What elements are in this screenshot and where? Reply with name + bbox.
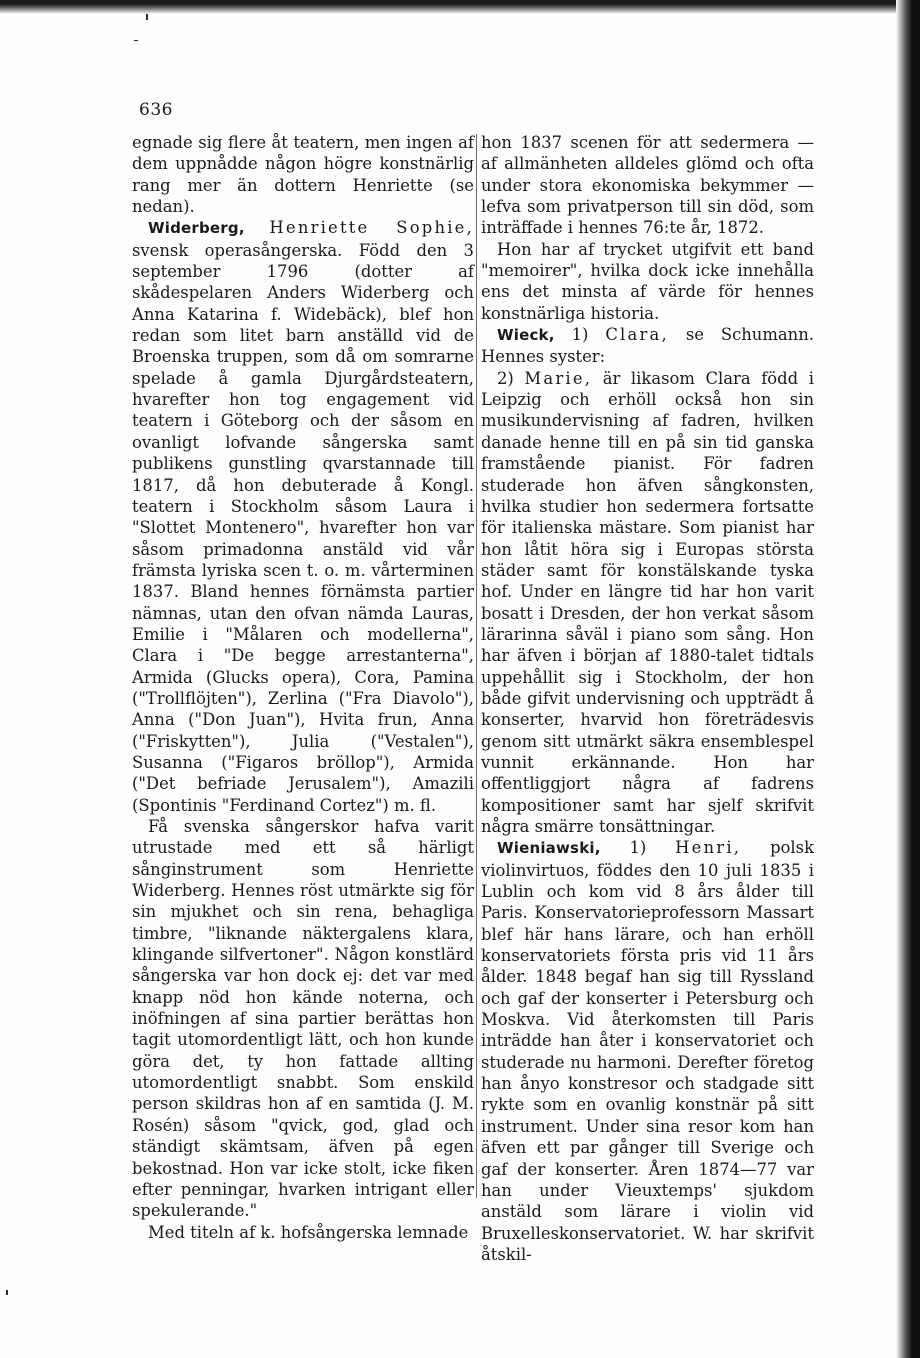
entry-wieck-marie: 2) Marie, är likasom Clara född i Leipzig och erhöll också hon sin musikundervisning af fadren, hvilken danade henne till en på sin tid ganska framstående pianist. För fadren studerade hon äfven sångkonsten, hvilka studier hon sedermera fortsatte för italienska mästare. Som pianist har hon låtit höra sig i Europas största städer samt för konstälskande tyska hof. Under en längre tid har hon varit bosatt i Dresden, der hon verkat såsom lärarinna såväl i piano som sång. Hon har äfven i början af 1880-talet tidtals uppehållit sig i Stockholm, der hon både gifvit undervisning och uppträdt å konserter, hvarvid hon företrädesvis genom sitt utmärkt säkra ensemblespel vunnit erkännande. Hon har offentliggjort några af fadrens kompositioner samt har sjelf skrifvit några smärre tonsättningar.: [481, 368, 814, 836]
paragraph: Med titeln af k. hofsångerska lemnade: [148, 1222, 469, 1242]
scan-speck: [146, 14, 148, 20]
scan-speck: [134, 40, 138, 41]
scan-speck: [6, 1290, 8, 1295]
entry-headword: Wieniawski,: [497, 839, 601, 858]
scan-edge-right: [896, 0, 920, 1358]
entry-wieniawski: Wieniawski, 1) Henri, polsk violinvirtuos, föddes den 10 juli 1835 i Lublin och kom vid 8 års ålder till Paris. Konservatorieprofessorn Massart blef här hans lärare, och han erhöll konservatoriets första pris vid 11 års ålder. 1848 begaf han sig till Ryssland och gaf der konserter i Petersburg och Moskva. Vid återkomsten till Paris inträdde han åter i konservatoriet och studerade nu harmoni. Derefter företog han ånyo konstresor och stadgade sitt rykte som en ovanlig konstnär på sitt instrument. Under sina resor kom han äfven ett par gånger till Sverige och gaf der konserter. Åren 1874—77 var han under Vieuxtemps' sjukdom anstäld som lärare i violin vid Bruxelleskonservatoriet. W. har skrifvit åtskil-: [481, 838, 815, 1264]
paragraph: Få svenska sångerskor hafva varit utrustade med ett så härligt sånginstrument som Henriette Widerberg. Hennes röst utmärkte sig för sin mjukhet och sin rena, behagliga timbre, "liknande näktergalens klara, klingande silfvertoner". Någon konstlärd sångerska var hon dock ej: det var med knapp nöd hon kände noterna, och inöfningen af sina partier berättas hon tagit utomordentligt lätt, och hon kunde göra det, ty hon fattade allting utomordentligt snabbt. Som enskild person skildras hon af en samtida (J. M. Rosén) såsom "qvick, god, glad och ständigt skämtsam, äfven på egen bekostnad. Hon var icke stolt, icke fiken efter penningar, hvarken intrigant eller spekulerande.": [132, 817, 474, 1221]
entry-wieck: Wieck, 1) Clara, se Schumann. Hennes syster:: [481, 325, 814, 367]
entry-headword: Wieck,: [497, 326, 555, 345]
scan-edge-top: [0, 0, 920, 14]
entry-given-names: Henri,: [675, 838, 742, 858]
entry-widerberg: Widerberg, Henriette Sophie, svensk operasångerska. Född den 3 september 1796 (dotter af skådespelaren Anders Widerberg och Anna Katarina f. Widebäck), blef hon redan som litet barn anställd vid de Broenska truppen, som då om somrarne spelade å gamla Djurgårdsteatern, hvarefter hon tog engagement vid teatern i Göteborg och der såsom en ovanligt lofvande sångerska samt publikens gunstling qvarstannade till 1817, då hon debuterade å Kongl. teatern i Stockholm såsom Laura i "Slottet Montenero", hvarefter hon var såsom primadonna anstäld vid vår främsta lyriska scen t. o. m. vårterminen 1837. Bland hennes förnämsta partier nämnas, utan den ofvan nämda Lauras, Emilie i "Målaren och modellerna", Clara i "De begge arrestanterna", Armida (Glucks opera), Cora, Pamina ("Trollflöjten"), Zerlina ("Fra Diavolo"), Anna ("Don Juan"), Hvita frun, Anna ("Friskytten"), Julia ("Vestalen"), Susanna ("Figaros bröllop"), Armida ("Det befriade Jerusalem"), Amazili (Spontinis "Ferdinand Cortez") m. fl.: [132, 218, 474, 815]
paragraph: egnade sig flere åt teatern, men ingen af dem uppnådde någon högre konstnärlig rang mer än dottern Henriette (se nedan).: [132, 133, 474, 217]
entry-headword: Widerberg,: [148, 219, 245, 238]
left-column: [132, 132, 474, 1243]
entry-given-names: Henriette Sophie,: [269, 218, 474, 238]
paragraph: hon 1837 scenen för att sedermera — af allmänheten alldeles glömd och ofta under stora ekonomiska bekymmer — lefva som privatperson till sin död, som inträffade i hennes 76:te år, 1872.: [481, 133, 814, 238]
entry-given-names: Clara,: [605, 325, 669, 345]
right-column: [481, 132, 814, 1265]
page-number: 636: [139, 100, 173, 120]
column-divider: [476, 134, 477, 1198]
entry-given-names: Marie,: [524, 368, 593, 388]
paragraph: Hon har af trycket utgifvit ett band "memoirer", hvilka dock icke innehålla ens det minsta af värde för hennes konstnärliga historia.: [481, 239, 814, 323]
